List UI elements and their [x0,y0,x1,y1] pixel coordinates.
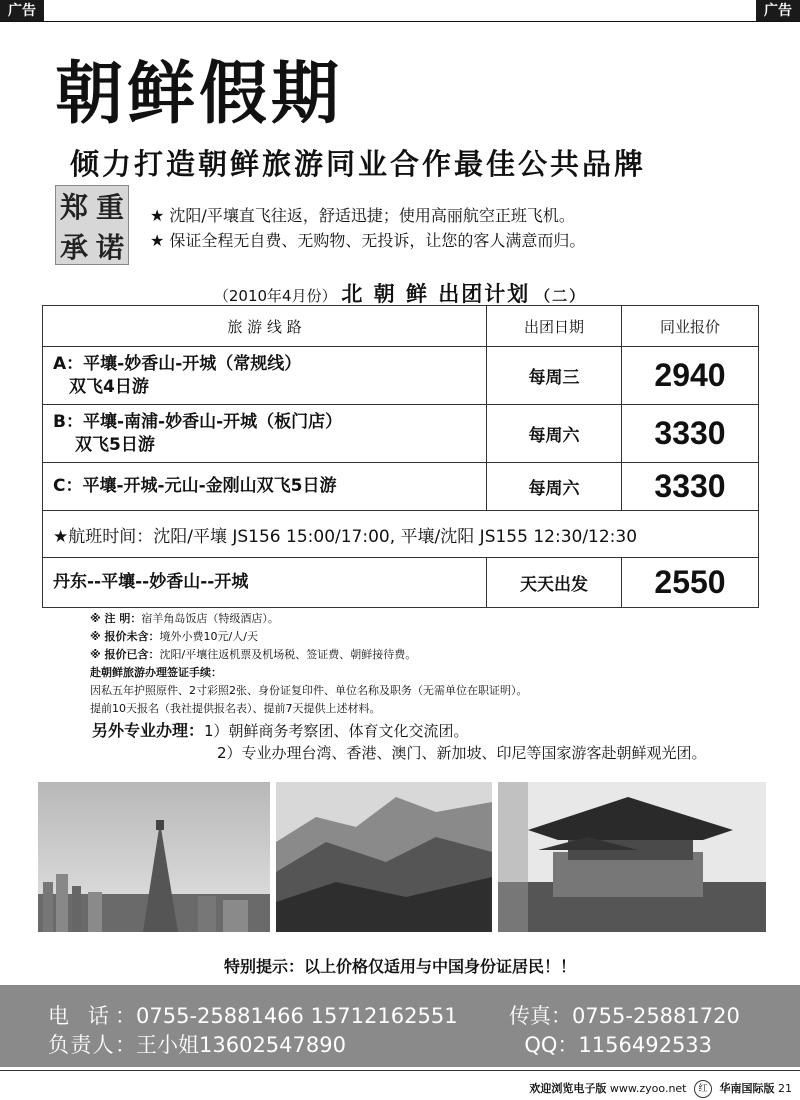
extra-services [92,720,707,764]
phone-value: 0755-25881466 15712162551 [136,1004,458,1028]
feature-item: ★ 保证全程无自费、无购物、无投诉，让您的客人满意而归。 [150,231,586,250]
pavilion-photo [498,782,766,932]
footer-welcome: 欢迎浏览电子版 [529,1082,607,1095]
page-number: 21 [778,1082,792,1095]
table-row [43,405,759,463]
footer-edition: 华南国际版 [719,1082,775,1095]
dandong-route: 丹东--平壤--妙香山--开城 [43,558,487,608]
dandong-price: 2550 [622,558,759,608]
fax-value: 0755-25881720 [571,1004,740,1028]
seal-char: 承 [59,231,88,264]
person-value: 王小姐13602547890 [136,1033,346,1057]
table-row [43,558,759,608]
photo-strip [38,782,766,932]
plan-part: （二） [535,287,587,305]
notes [90,610,528,718]
top-rule [0,21,800,22]
footer-site: www.zyoo.net [609,1082,687,1095]
flight-time: ★航班时间：沈阳/平壤 JS156 15:00/17:00, 平壤/沈阳 JS155 12:30/12:30 [43,511,759,558]
person-label: 负责人： [48,1033,136,1057]
footer-rule [0,1070,800,1071]
extra-item: 1）朝鲜商务考察团、体育文化交流团。 [204,722,469,740]
plan-date: （2010年4月份） [213,287,337,305]
ad-tag-right: 广告 [756,0,800,22]
route-cell [43,405,487,463]
exclusions-text: 境外小费10元/人/天 [159,630,258,643]
inclusions-label: ※ 报价已含： [90,648,160,661]
header-route: 旅 游 线 路 [43,306,487,347]
route-line: A：平壤-妙香山-开城（常规线） [53,353,302,374]
inclusions-text: 沈阳/平壤往返机票及机场税、签证费、朝鲜接待费。 [159,648,417,661]
flight-row [43,511,759,558]
ad-tag-left: 广告 [0,0,44,22]
qq-value: 1156492533 [578,1033,713,1057]
date-cell: 每周三 [487,347,622,405]
route-sub: 双飞4日游 [69,376,149,397]
table-row [43,347,759,405]
feature-item: ★ 沈阳/平壤直飞往返，舒适迅捷；使用高丽航空正班飞机。 [150,206,575,225]
note-label: ※ 注 明： [90,612,142,625]
note-text: 宿羊角岛饭店（特级酒店）。 [141,612,279,625]
seal-char: 郑 [59,191,88,224]
plan-title [0,278,800,308]
promise-seal-icon [55,185,129,265]
tour-plan-table [42,305,759,608]
slogan: 倾力打造朝鲜旅游同业合作最佳公共品牌 [70,147,647,181]
brand-title: 朝鲜假期 [55,55,344,134]
route-line: C：平壤-开城-元山-金刚山双飞5日游 [53,476,337,496]
contact-bar [0,985,800,1067]
phone-label: 电 话： [48,1004,136,1028]
extra-item: 2）专业办理台湾、香港、澳门、新加坡、印尼等国家游客赴朝鲜观光团。 [217,744,707,762]
price-cell: 2940 [622,347,759,405]
date-cell: 每周六 [487,463,622,511]
footer-text [529,1080,792,1098]
route-line: B：平壤-南浦-妙香山-开城（板门店） [53,411,343,432]
visa-deadline: 提前10天报名（我社提供报名表）、提前7天提供上述材料。 [90,702,381,715]
special-notice: 特别提示：以上价格仅适用与中国身份证居民！！ [223,957,576,976]
contact-row [48,1029,712,1059]
feature-list [150,203,585,253]
header-date: 出团日期 [487,306,622,347]
visa-title: 赴朝鲜旅游办理签证手续： [90,666,222,679]
header-price: 同业报价 [622,306,759,347]
page-footer [0,1070,800,1100]
route-sub: 双飞5日游 [75,434,155,455]
visa-requirements: 因私五年护照原件、2寸彩照2张、身份证复印件、单位名称及职务（无需单位在职证明）。 [90,684,528,697]
table-row [43,463,759,511]
price-cell: 3330 [622,405,759,463]
plan-heading: 北 朝 鲜 出团计划 [341,282,531,306]
seal-char: 重 [95,191,124,224]
route-cell [43,347,487,405]
date-cell: 每周六 [487,405,622,463]
price-cell: 3330 [622,463,759,511]
qq-label: QQ： [524,1033,579,1057]
fax-label: 传真： [508,1004,572,1028]
table-header-row [43,306,759,347]
dandong-date: 天天出发 [487,558,622,608]
seal-char: 诺 [95,231,124,264]
mountain-photo [276,782,492,932]
publisher-logo-icon: 红 [694,1080,712,1098]
route-cell [43,463,487,511]
pyongyang-tower-photo [38,782,270,932]
exclusions-label: ※ 报价未含： [90,630,160,643]
extra-label: 另外专业办理： [92,721,205,740]
contact-row [48,1000,740,1030]
